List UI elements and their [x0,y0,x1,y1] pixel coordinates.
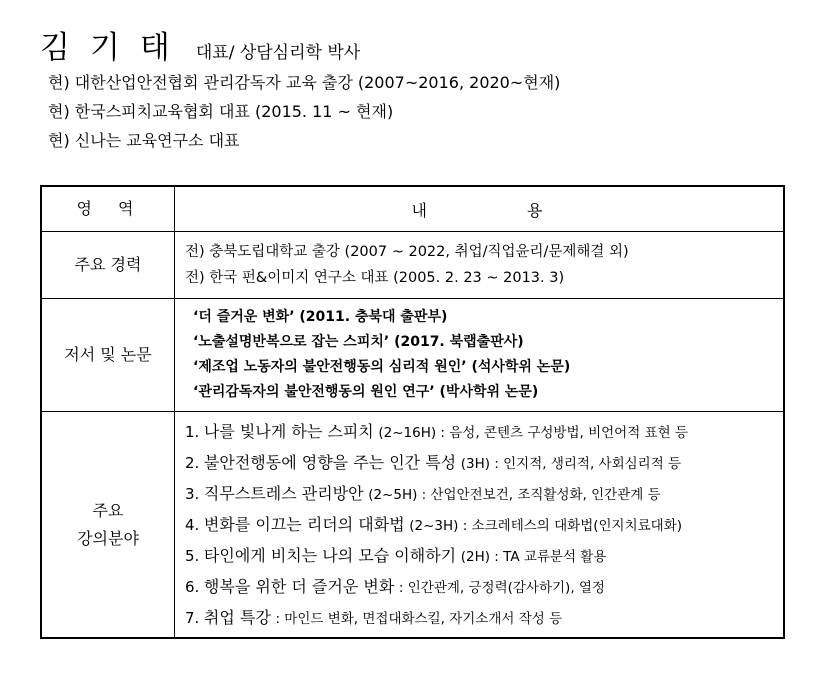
lecture-detail: (2~16H) : 음성, 콘텐츠 구성방법, 비언어적 표현 등 [378,425,688,441]
lecture-detail: (2H) : TA 교류분석 활용 [460,549,607,565]
lecture-number: 2. [185,454,200,472]
lecture-item [183,478,775,509]
lecture-title: 타인에게 비치는 나의 모습 이해하기 [203,546,457,565]
lecture-item [183,540,775,571]
profile-header [40,22,360,67]
lecture-item [183,509,775,540]
lecture-detail: : 마인드 변화, 면접대화스킬, 자기소개서 작성 등 [275,611,563,627]
lectures-label [41,412,175,639]
lecture-detail: (2~3H) : 소크레테스의 대화법(인지치료대화) [409,518,683,534]
lectures-label-line: 주요 [92,500,124,520]
lecture-title: 직무스트레스 관리방안 [203,484,364,503]
experience-item: 전) 충북도립대학교 출강 (2007 ~ 2022, 취업/직업윤리/문제해결 외) [185,244,629,260]
publications-content [175,299,785,412]
lecture-detail: (3H) : 인지적, 생리적, 사회심리적 등 [460,456,682,472]
header-area: 영역 [41,186,175,232]
lecture-number: 7. [185,609,200,627]
publications-label: 저서 및 논문 [41,299,175,412]
lecture-item [183,571,775,602]
lecture-title: 변화를 이끄는 리더의 대화법 [203,515,405,534]
table-header-row [41,186,784,232]
lecture-detail: (2~5H) : 산업안전보건, 조직활성화, 인간관계 등 [368,487,661,503]
header-content: 내용 [175,186,785,232]
lecture-number: 1. [185,423,200,441]
experience-row [41,232,784,299]
lecture-number: 3. [185,485,200,503]
profile-table [40,185,785,639]
publication-item: ‘관리감독자의 불안전행동의 원인 연구’ (박사학위 논문) [193,384,539,400]
career-line: 현) 신나는 교육연구소 대표 [48,131,240,150]
experience-content [175,232,785,299]
publication-item: ‘더 즐거운 변화’ (2011. 충북대 출판부) [193,309,448,325]
publications-row [41,299,784,412]
publication-item: ‘노출설명반복으로 잡는 스피치’ (2017. 북랩출판사) [193,334,524,350]
lecture-title: 행복을 위한 더 즐거운 변화 [203,577,395,596]
career-line: 현) 대한산업안전협회 관리감독자 교육 출강 (2007~2016, 2020~현재) [48,73,561,92]
lecture-number: 4. [185,516,200,534]
lecture-title: 불안전행동에 영향을 주는 인간 특성 [203,453,457,472]
experience-item: 전) 한국 펀&이미지 연구소 대표 (2005. 2. 23 ~ 2013. 3) [185,270,565,286]
lecture-number: 6. [185,578,200,596]
lectures-row [41,412,784,639]
lecture-item [183,447,775,478]
profile-name: 김기태 [40,30,190,66]
lecture-item [183,416,775,447]
lecture-title: 취업 특강 [203,608,271,627]
profile-title: 대표/ 상담심리학 박사 [195,43,361,63]
publication-item: ‘제조업 노동자의 불안전행동의 심리적 원인’ (석사학위 논문) [193,359,571,375]
lecture-item [183,602,775,633]
experience-label: 주요 경력 [41,232,175,299]
career-line: 현) 한국스피치교육협회 대표 (2015. 11 ~ 현재) [48,102,394,121]
lectures-content [175,412,785,639]
lecture-number: 5. [185,547,200,565]
lecture-title: 나를 빛나게 하는 스피치 [203,422,374,441]
lectures-label-line: 강의분야 [77,528,139,548]
lecture-detail: : 인간관계, 긍정력(감사하기), 열정 [398,580,605,596]
